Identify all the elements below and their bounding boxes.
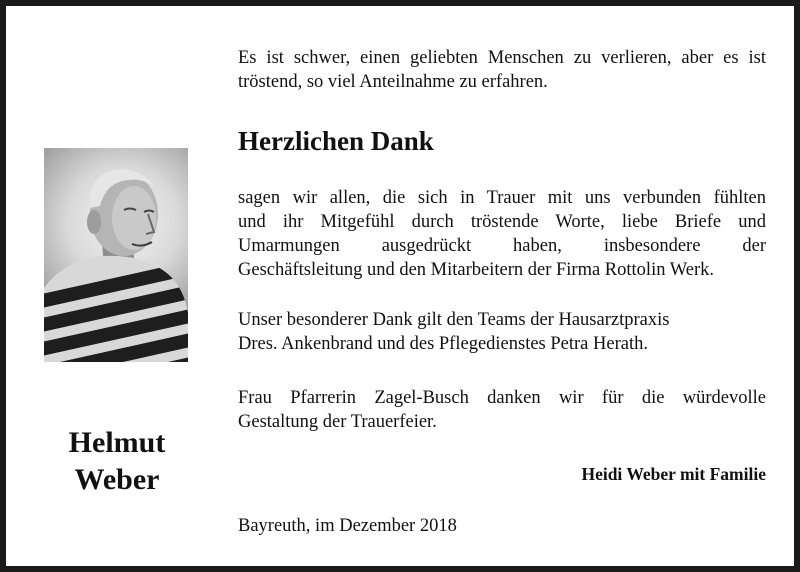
special-thanks-line-1: Unser besonderer Dank gilt den Teams der Hausarztpraxis	[238, 310, 670, 330]
heading-thanks: Herzlichen Dank	[238, 126, 434, 156]
intro-line-1: Es ist schwer, einen geliebten Menschen zu verlieren, aber es ist	[238, 48, 766, 68]
portrait-photo	[44, 148, 188, 362]
signature: Heidi Weber mit Familie	[581, 464, 766, 484]
thanks-line-4: Geschäftsleitung und den Mitarbeitern der Firma Rottolin Werk.	[238, 260, 714, 280]
thanks-line-2: und ihr Mitgefühl durch tröstende Worte, liebe Briefe und	[238, 212, 766, 232]
thanks-line-3: Umarmungen ausgedrückt haben, insbesondere der	[238, 236, 766, 256]
deceased-first-name: Helmut	[68, 426, 166, 459]
special-thanks-paragraph	[238, 308, 766, 356]
portrait-image	[44, 148, 188, 362]
special-thanks-line-2: Dres. Ankenbrand und des Pflegedienstes Petra Herath.	[238, 334, 648, 354]
intro-paragraph	[238, 46, 766, 94]
place-date: Bayreuth, im Dezember 2018	[238, 516, 457, 536]
intro-line-2: tröstend, so viel Anteilnahme zu erfahren.	[238, 72, 548, 92]
pastor-thanks-line-1: Frau Pfarrerin Zagel-Busch danken wir für die würdevolle	[238, 388, 766, 408]
pastor-thanks-line-2: Gestaltung der Trauerfeier.	[238, 412, 437, 432]
thanks-line-1: sagen wir allen, die sich in Trauer mit uns verbunden fühlten	[238, 188, 766, 208]
pastor-thanks-paragraph	[238, 386, 766, 434]
deceased-last-name: Weber	[74, 463, 160, 496]
deceased-name	[42, 424, 192, 498]
thanks-paragraph	[238, 186, 766, 282]
